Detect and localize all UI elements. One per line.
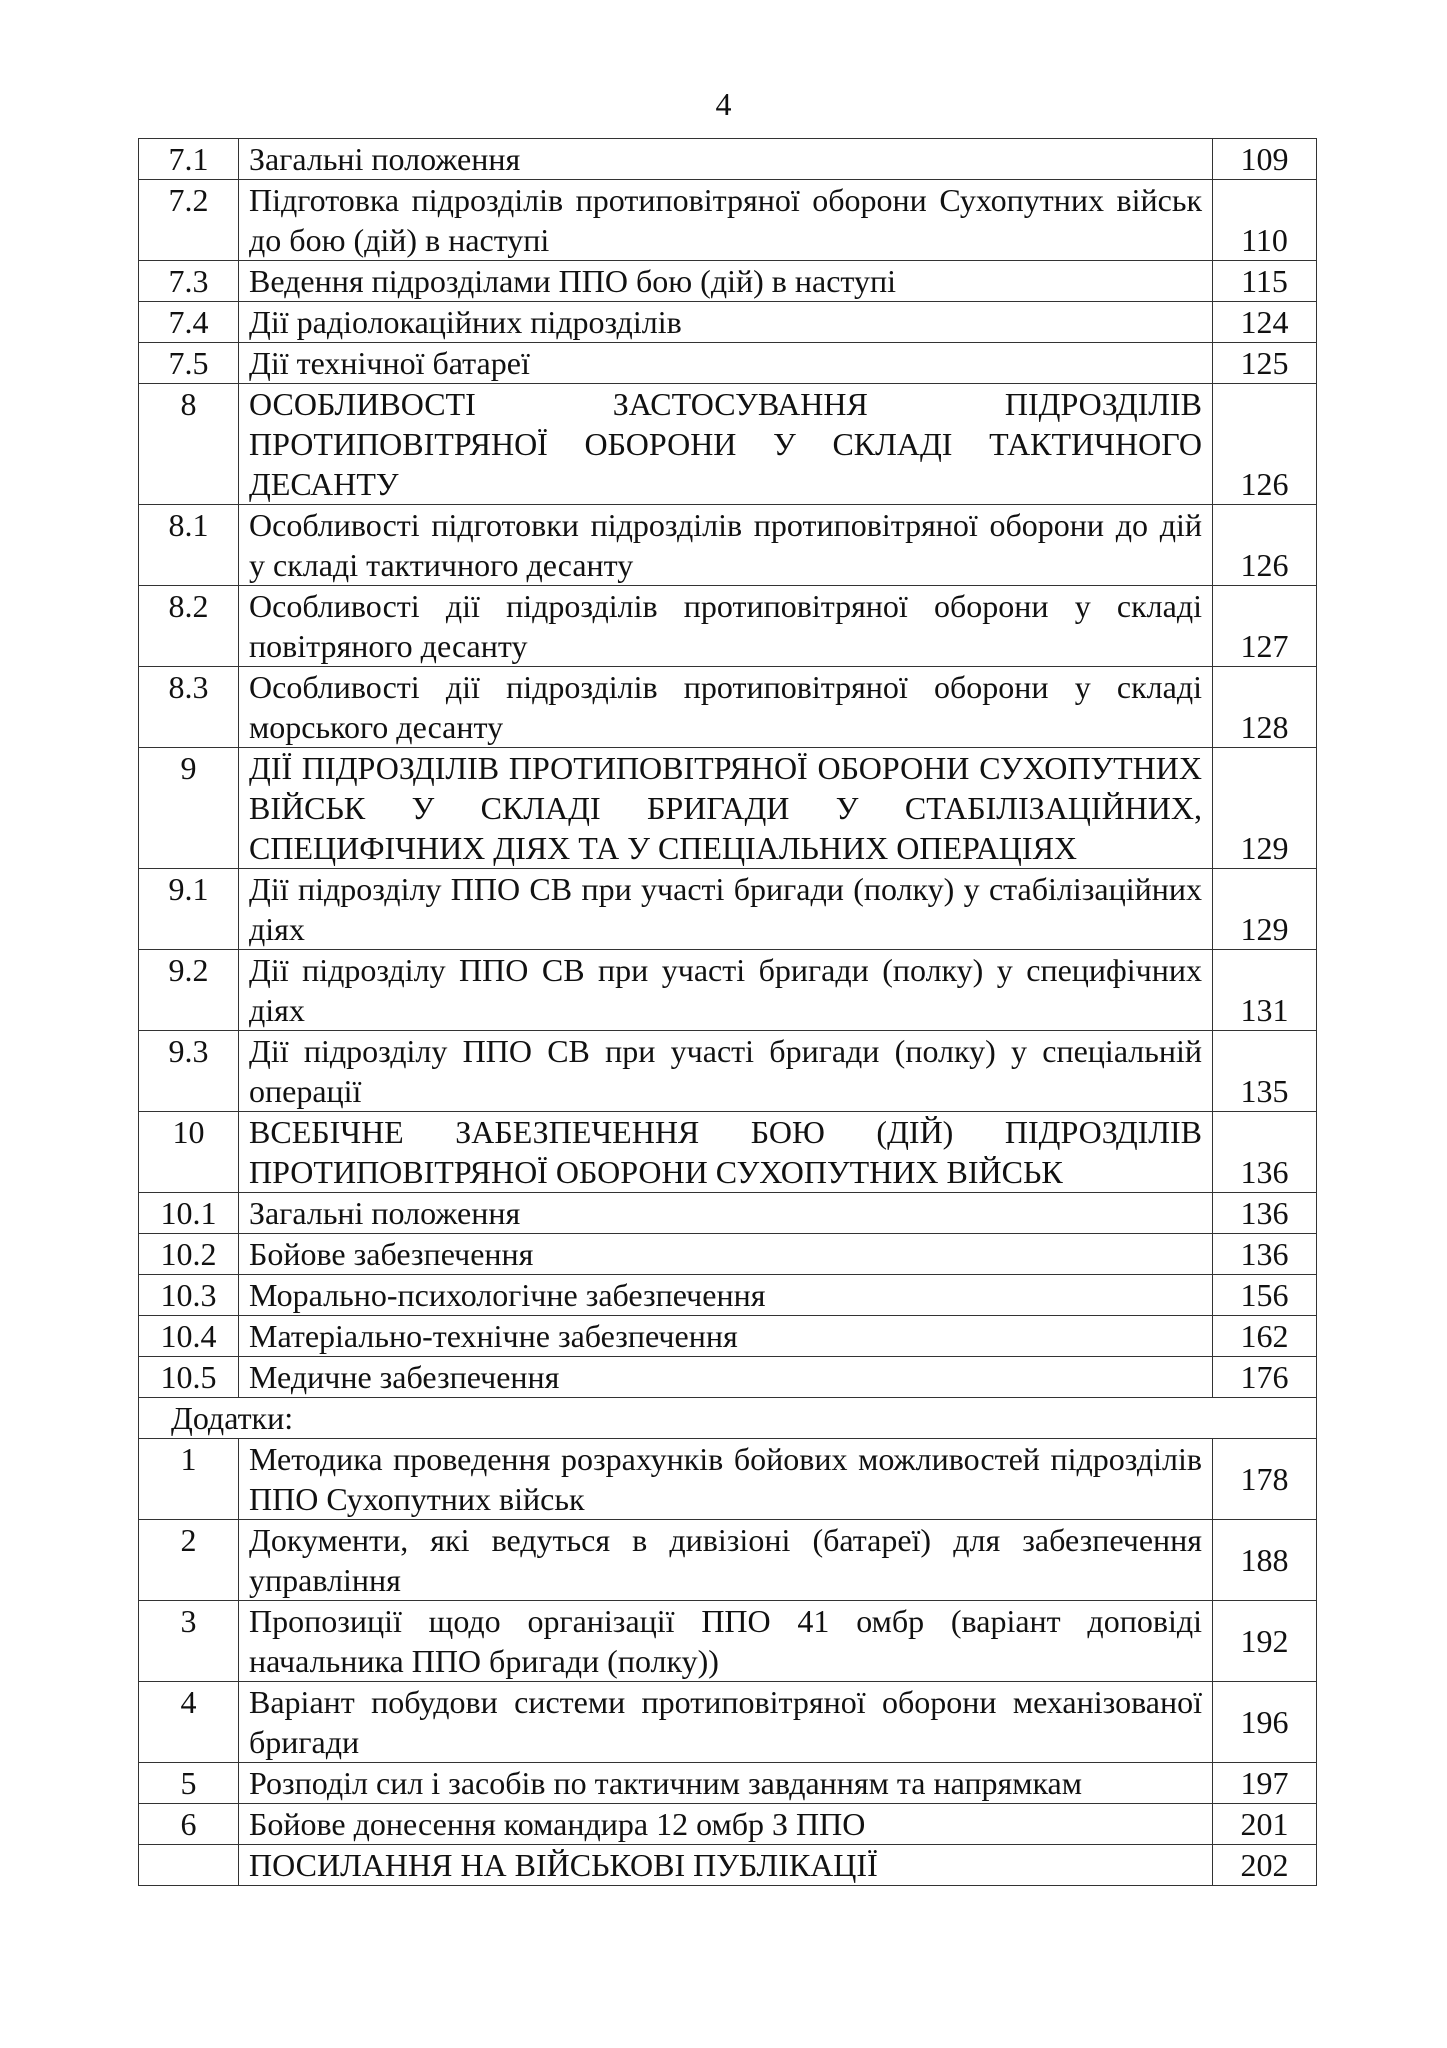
appendix-row [139,1804,1317,1845]
appendix-row [139,1601,1317,1682]
toc-num: 7.2 [139,180,239,261]
toc-page: 129 [1213,748,1317,869]
toc-num: 8.2 [139,586,239,667]
appendix-num: 6 [139,1804,239,1845]
toc-title: Особливості дії підрозділів протиповітряної оборони у складі морського десанту [239,667,1213,748]
toc-page: 128 [1213,667,1317,748]
references-num [139,1845,239,1886]
toc-page: 136 [1213,1112,1317,1193]
toc-num: 7.4 [139,302,239,343]
appendix-title: Варіант побудови системи протиповітряної оборони механізованої бригади [239,1682,1213,1763]
toc-num: 7.5 [139,343,239,384]
toc-title: Загальні положення [239,1193,1213,1234]
toc-num: 9 [139,748,239,869]
toc-page: 110 [1213,180,1317,261]
toc-title: ВСЕБІЧНЕ ЗАБЕЗПЕЧЕННЯ БОЮ (ДІЙ) ПІДРОЗДІЛІВ ПРОТИПОВІТРЯНОЇ ОБОРОНИ СУХОПУТНИХ ВІЙСЬК [239,1112,1213,1193]
toc-row [139,1234,1317,1275]
appendix-row [139,1520,1317,1601]
appendix-page: 178 [1213,1439,1317,1520]
appendix-title: Пропозиції щодо організації ППО 41 омбр (варіант доповіді начальника ППО бригади (полку)) [239,1601,1213,1682]
appendix-num: 5 [139,1763,239,1804]
toc-title: Медичне забезпечення [239,1357,1213,1398]
toc-title: ДІЇ ПІДРОЗДІЛІВ ПРОТИПОВІТРЯНОЇ ОБОРОНИ СУХОПУТНИХ ВІЙСЬК У СКЛАДІ БРИГАДИ У СТАБІЛІЗАЦІЙНИХ, СПЕЦИФІЧНИХ ДІЯХ ТА У СПЕЦІАЛЬНИХ ОПЕРАЦІЯХ [239,748,1213,869]
appendix-num: 4 [139,1682,239,1763]
toc-page: 125 [1213,343,1317,384]
toc-row [139,302,1317,343]
references-page: 202 [1213,1845,1317,1886]
toc-num: 8 [139,384,239,505]
appendix-page: 188 [1213,1520,1317,1601]
toc-row [139,343,1317,384]
appendix-row [139,1763,1317,1804]
toc-title: Дії підрозділу ППО СВ при участі бригади (полку) у спеціальній операції [239,1031,1213,1112]
toc-row [139,261,1317,302]
toc-title: Загальні положення [239,139,1213,180]
appendix-title: Методика проведення розрахунків бойових можливостей підрозділів ППО Сухопутних військ [239,1439,1213,1520]
toc-page: 126 [1213,505,1317,586]
toc-title: Дії технічної батареї [239,343,1213,384]
toc-page: 127 [1213,586,1317,667]
toc-title: Бойове забезпечення [239,1234,1213,1275]
toc-page: 176 [1213,1357,1317,1398]
appendix-title: Розподіл сил і засобів по тактичним завданням та напрямкам [239,1763,1213,1804]
appendix-row [139,1682,1317,1763]
references-row [139,1845,1317,1886]
toc-row [139,950,1317,1031]
toc-row [139,384,1317,505]
toc-title: Дії радіолокаційних підрозділів [239,302,1213,343]
toc-num: 7.1 [139,139,239,180]
toc-page: 115 [1213,261,1317,302]
toc-page: 129 [1213,869,1317,950]
toc-row [139,1275,1317,1316]
toc-page: 135 [1213,1031,1317,1112]
toc-title: Матеріально-технічне забезпечення [239,1316,1213,1357]
appendix-page: 192 [1213,1601,1317,1682]
toc-row [139,1316,1317,1357]
appendix-label: Додатки: [139,1398,1317,1439]
toc-page: 156 [1213,1275,1317,1316]
appendix-header-row [139,1398,1317,1439]
toc-title: Підготовка підрозділів протиповітряної оборони Сухопутних військ до бою (дій) в наступі [239,180,1213,261]
appendix-page: 197 [1213,1763,1317,1804]
toc-row [139,748,1317,869]
appendix-num: 2 [139,1520,239,1601]
toc-num: 10.2 [139,1234,239,1275]
toc-num: 10.5 [139,1357,239,1398]
toc-row [139,1112,1317,1193]
toc-title: Дії підрозділу ППО СВ при участі бригади (полку) у стабілізаційних діях [239,869,1213,950]
appendix-title: Документи, які ведуться в дивізіоні (батареї) для забезпечення управління [239,1520,1213,1601]
page-number: 4 [715,86,732,122]
appendix-row [139,1439,1317,1520]
toc-row [139,1031,1317,1112]
toc-title: ОСОБЛИВОСТІ ЗАСТОСУВАННЯ ПІДРОЗДІЛІВ ПРОТИПОВІТРЯНОЇ ОБОРОНИ У СКЛАДІ ТАКТИЧНОГО ДЕСАНТУ [239,384,1213,505]
toc-num: 8.1 [139,505,239,586]
appendix-num: 1 [139,1439,239,1520]
toc-num: 10 [139,1112,239,1193]
toc-num: 7.3 [139,261,239,302]
toc-page: 136 [1213,1193,1317,1234]
toc-title: Дії підрозділу ППО СВ при участі бригади (полку) у специфічних діях [239,950,1213,1031]
toc-row [139,869,1317,950]
toc-title: Особливості підготовки підрозділів протиповітряної оборони до дій у складі тактичного десанту [239,505,1213,586]
toc-title: Особливості дії підрозділів протиповітряної оборони у складі повітряного десанту [239,586,1213,667]
toc-row [139,1357,1317,1398]
toc-title: Морально-психологічне забезпечення [239,1275,1213,1316]
toc-num: 9.3 [139,1031,239,1112]
table-of-contents [138,138,1317,1886]
references-title: ПОСИЛАННЯ НА ВІЙСЬКОВІ ПУБЛІКАЦІЇ [239,1845,1213,1886]
toc-row [139,505,1317,586]
appendix-num: 3 [139,1601,239,1682]
toc-row [139,586,1317,667]
appendix-page: 201 [1213,1804,1317,1845]
toc-row [139,180,1317,261]
appendix-page: 196 [1213,1682,1317,1763]
toc-page: 124 [1213,302,1317,343]
toc-num: 9.2 [139,950,239,1031]
toc-num: 10.1 [139,1193,239,1234]
toc-row [139,139,1317,180]
toc-num: 10.4 [139,1316,239,1357]
toc-page: 109 [1213,139,1317,180]
appendix-title: Бойове донесення командира 12 омбр З ППО [239,1804,1213,1845]
toc-page: 126 [1213,384,1317,505]
toc-num: 10.3 [139,1275,239,1316]
toc-page: 136 [1213,1234,1317,1275]
toc-row [139,1193,1317,1234]
toc-num: 9.1 [139,869,239,950]
toc-page: 162 [1213,1316,1317,1357]
toc-page: 131 [1213,950,1317,1031]
toc-num: 8.3 [139,667,239,748]
toc-row [139,667,1317,748]
toc-title: Ведення підрозділами ППО бою (дій) в наступі [239,261,1213,302]
